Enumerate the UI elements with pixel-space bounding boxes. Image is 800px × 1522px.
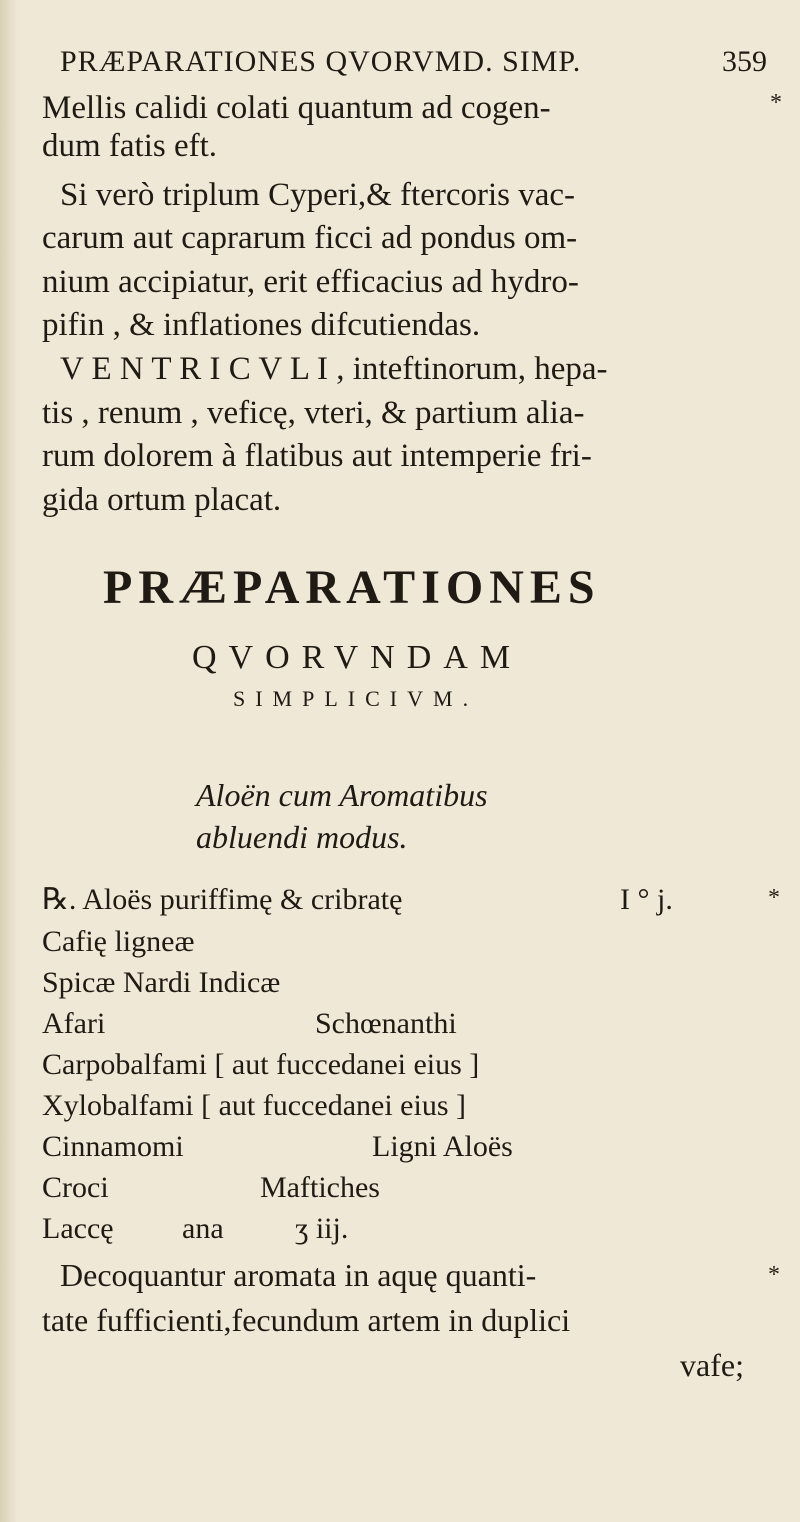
- recipe-ingredient: Laccę: [42, 1212, 114, 1245]
- page-number: 359: [722, 45, 767, 78]
- recipe-ingredient: Maftiches: [260, 1171, 380, 1204]
- recipe-rx-line: ℞. Aloës puriffimę & cribratę: [42, 883, 403, 916]
- body-line: dum fatis eft.: [42, 128, 218, 164]
- body-line: nium accipiatur, erit efficacius ad hydro-: [42, 264, 579, 300]
- recipe-ingredient: Carpobalfami [ aut fuccedanei eius ]: [42, 1048, 480, 1081]
- recipe-ingredient: Croci: [42, 1171, 109, 1204]
- recipe-ingredient: Ligni Aloës: [372, 1130, 513, 1163]
- section-subtitle-2: SIMPLICIVM.: [233, 686, 479, 711]
- asterisk-icon: *: [770, 90, 782, 116]
- body-line: V E N T R I C V L I , inteftinorum, hepa-: [60, 351, 608, 387]
- closing-line: Decoquantur aromata in aquę quanti-: [60, 1257, 537, 1293]
- recipe-rx-quantity: I ° j.: [620, 883, 673, 916]
- recipe-dose: ʒ iij.: [295, 1212, 349, 1245]
- body-line: rum dolorem à flatibus aut intemperie fri-: [42, 438, 592, 474]
- asterisk-icon: *: [768, 1262, 780, 1288]
- recipe-ingredient: Afari: [42, 1007, 106, 1040]
- recipe-ingredient: Cafię ligneæ: [42, 925, 195, 958]
- body-line: Si verò triplum Cyperi,& ftercoris vac-: [60, 177, 576, 213]
- body-line: carum aut caprarum ficci ad pondus om-: [42, 220, 578, 256]
- recipe-title: Aloën cum Aromatibus: [196, 777, 488, 813]
- body-line: Mellis calidi colati quantum ad cogen-: [42, 90, 551, 126]
- section-title: PRÆPARATIONES: [103, 561, 601, 614]
- closing-line: tate fufficienti,fecundum artem in duplici: [42, 1302, 571, 1338]
- recipe-ingredient: Spicæ Nardi Indicæ: [42, 966, 281, 999]
- closing-line: vafe;: [680, 1347, 744, 1383]
- section-subtitle: QVORVNDAM: [192, 639, 523, 676]
- recipe-title-2: abluendi modus.: [196, 819, 408, 855]
- recipe-ingredient: Cinnamomi: [42, 1130, 184, 1163]
- asterisk-icon: *: [768, 885, 780, 911]
- body-line: pifin , & inflationes difcutiendas.: [42, 307, 481, 343]
- recipe-ana: ana: [182, 1212, 224, 1245]
- body-line: gida ortum placat.: [42, 482, 282, 518]
- running-head: PRÆPARATIONES QVORVMD. SIMP.: [60, 45, 582, 78]
- body-line: tis , renum , veficę, vteri, & partium alia-: [42, 395, 585, 431]
- recipe-ingredient: Xylobalfami [ aut fuccedanei eius ]: [42, 1089, 466, 1122]
- page-edge: [0, 0, 18, 1522]
- recipe-ingredient: Schœnanthi: [315, 1007, 457, 1040]
